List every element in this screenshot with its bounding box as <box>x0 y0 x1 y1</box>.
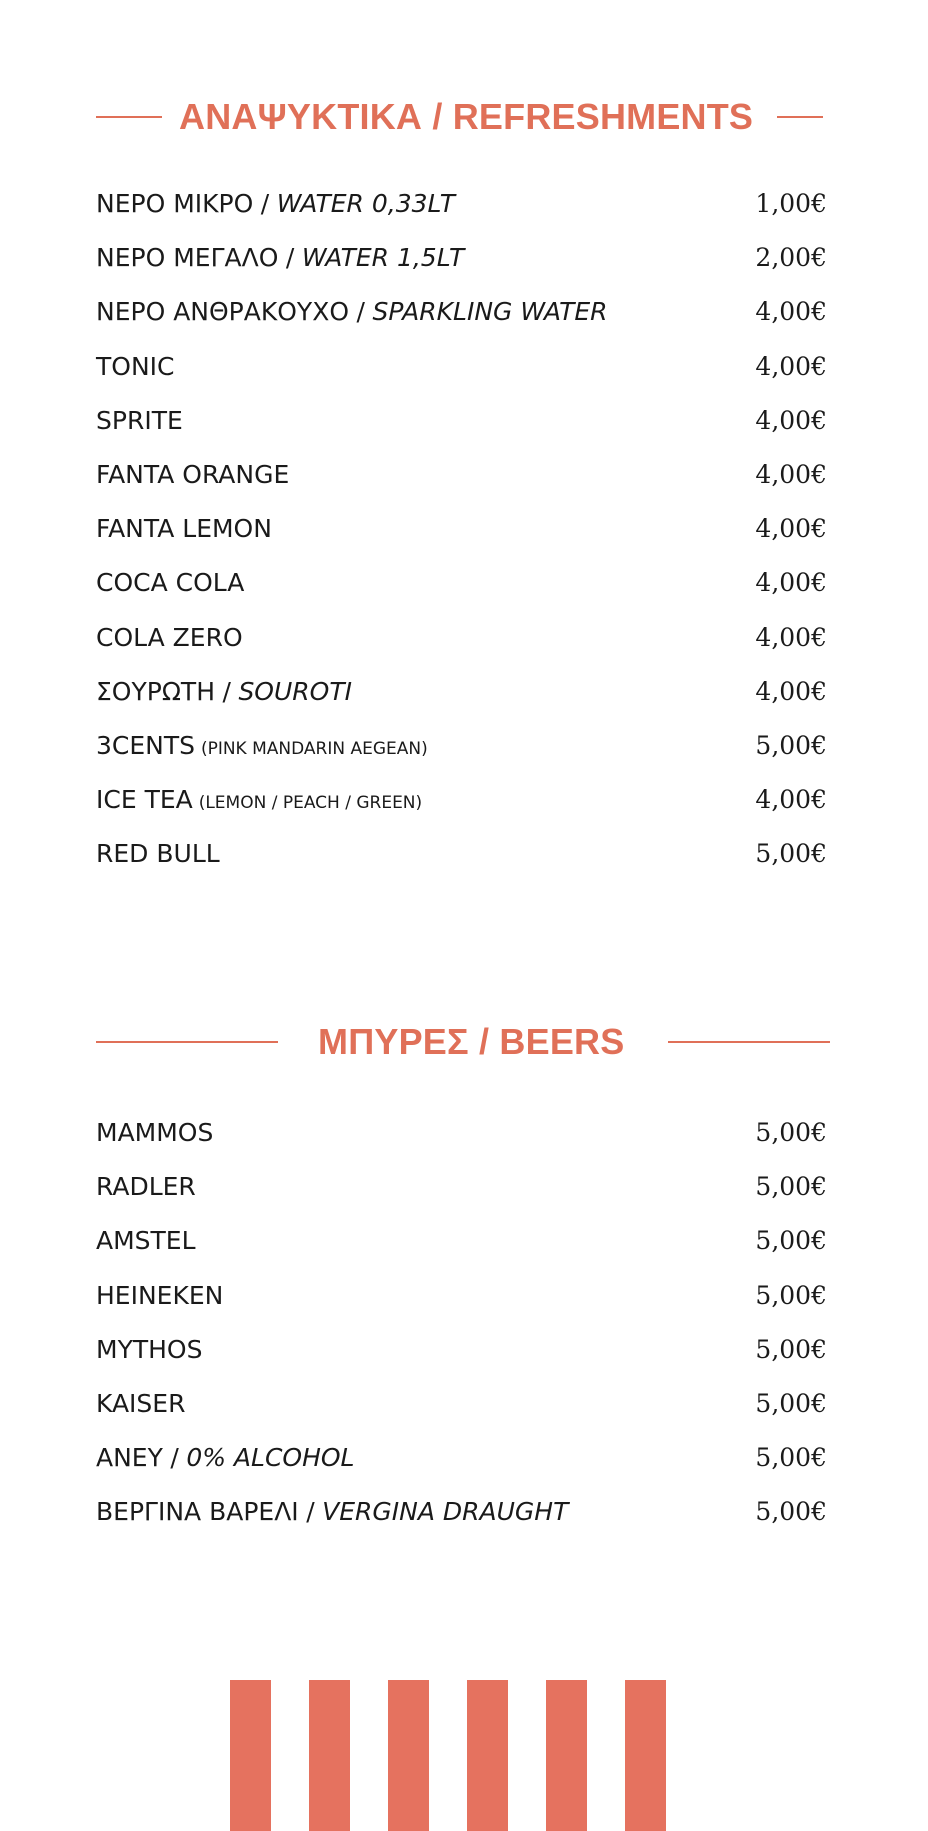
menu-item-name-group <box>96 189 455 218</box>
menu-item <box>96 1172 827 1226</box>
menu-item <box>96 1335 827 1389</box>
menu-item-name: COCA COLA <box>96 568 245 598</box>
beers-section <box>96 1022 827 1552</box>
menu-item-name-group <box>96 1443 355 1472</box>
menu-item-price: 5,00€ <box>755 1388 827 1418</box>
menu-item-name: ICE TEA <box>96 785 193 815</box>
name-separator: / <box>170 1443 179 1473</box>
menu-item-price: 1,00€ <box>755 189 827 218</box>
menu-item <box>96 189 827 243</box>
menu-item-price: 5,00€ <box>755 839 827 869</box>
menu-item <box>96 460 827 514</box>
menu-item-price: 2,00€ <box>755 243 827 273</box>
menu-item <box>96 1389 827 1443</box>
stripe <box>467 1680 508 1831</box>
name-separator: / <box>260 189 270 218</box>
menu-item-name: SPRITE <box>96 405 183 435</box>
menu-item-note: (LEMON / PEACH / GREEN) <box>198 793 423 814</box>
menu-item-price: 4,00€ <box>755 622 827 652</box>
menu-item-english-name: WATER 1,5LT <box>301 243 465 273</box>
menu-item-name-group <box>96 297 608 326</box>
refreshments-header <box>96 97 827 137</box>
menu-item-name: ΝΕΡΟ ΜΕΓΑΛΟ <box>96 243 279 273</box>
menu-item-name-group <box>96 731 428 760</box>
menu-item-name: ΝΕΡΟ ΜΙΚΡΟ <box>96 189 254 218</box>
menu-item-name: COLA ZERO <box>96 622 243 652</box>
menu-item-name-group <box>96 1172 196 1201</box>
menu-item-english-name: VERGINA DRAUGHT <box>322 1497 569 1527</box>
header-rule-left <box>96 116 162 118</box>
menu-item-price: 5,00€ <box>755 1280 827 1310</box>
menu-item-price: 5,00€ <box>755 1334 827 1364</box>
menu-item-price: 4,00€ <box>755 459 827 489</box>
menu-item <box>96 731 827 785</box>
menu-item-name-group <box>96 1497 568 1526</box>
menu-item-english-name: 0% ALCOHOL <box>186 1443 355 1473</box>
beers-title: ΜΠΥΡΕΣ / BEERS <box>318 1021 625 1062</box>
menu-item-name: FANTA ORANGE <box>96 459 290 489</box>
menu-item-price: 4,00€ <box>755 785 827 815</box>
menu-item-name: ΑΝΕΥ <box>96 1443 163 1473</box>
refreshments-section <box>96 97 827 893</box>
stripe <box>625 1680 666 1831</box>
menu-item-name-group <box>96 352 174 381</box>
menu-item-name-group <box>96 460 289 489</box>
menu-item-name: AMSTEL <box>96 1226 196 1256</box>
menu-item-price: 4,00€ <box>755 676 827 706</box>
menu-item <box>96 1443 827 1497</box>
menu-item <box>96 1226 827 1280</box>
menu-item-name: HEINEKEN <box>96 1280 224 1310</box>
menu-item-price: 5,00€ <box>755 1226 827 1256</box>
menu-item-english-name: SOUROTI <box>238 676 352 706</box>
menu-item-price: 5,00€ <box>755 730 827 760</box>
menu-item-english-name: SPARKLING WATER <box>372 297 608 327</box>
menu-item-name-group <box>96 785 422 814</box>
menu-item-name: RADLER <box>96 1172 196 1202</box>
menu-item-price: 4,00€ <box>755 514 827 544</box>
menu-item <box>96 839 827 893</box>
menu-item <box>96 568 827 622</box>
name-separator: / <box>306 1497 315 1527</box>
menu-item <box>96 352 827 406</box>
menu-item <box>96 1281 827 1335</box>
menu-item-name-group <box>96 677 352 706</box>
menu-item-note: (PINK MANDARIN AEGEAN) <box>200 738 428 759</box>
menu-item-name-group <box>96 243 464 272</box>
menu-item-name: FANTA LEMON <box>96 514 272 544</box>
menu-item-name: MYTHOS <box>96 1334 203 1364</box>
menu-item-name-group <box>96 1389 185 1418</box>
menu-item-name: TONIC <box>96 351 175 381</box>
menu-item-name-group <box>96 1335 202 1364</box>
beers-header <box>96 1022 827 1062</box>
stripe <box>546 1680 587 1831</box>
name-separator: / <box>356 297 365 327</box>
menu-item-price: 5,00€ <box>755 1443 827 1473</box>
stripe <box>230 1680 271 1831</box>
header-rule-right <box>668 1041 830 1043</box>
menu-item-name: ΒΕΡΓΙΝΑ ΒΑΡΕΛΙ <box>96 1497 299 1527</box>
menu-item-name: MAMMOS <box>96 1118 214 1147</box>
name-separator: / <box>222 676 231 706</box>
menu-item-price: 4,00€ <box>755 297 827 327</box>
menu-item-name-group <box>96 1226 196 1255</box>
menu-item <box>96 1497 827 1551</box>
menu-item-price: 4,00€ <box>755 568 827 598</box>
menu-item-name-group <box>96 568 244 597</box>
refreshments-title: ΑΝΑΨΥΚΤΙΚΑ / REFRESHMENTS <box>179 96 754 137</box>
stripe <box>309 1680 350 1831</box>
beers-list <box>96 1118 827 1552</box>
menu-item <box>96 785 827 839</box>
header-rule-right <box>777 116 823 118</box>
menu-item <box>96 623 827 677</box>
menu-item-name: RED BULL <box>96 839 220 869</box>
menu-item <box>96 1118 827 1172</box>
decorative-stripes <box>230 1680 667 1831</box>
menu-item-name-group <box>96 623 243 652</box>
menu-item-name: 3CENTS <box>96 730 195 760</box>
menu-item-price: 5,00€ <box>755 1118 827 1147</box>
menu-item <box>96 406 827 460</box>
menu-item <box>96 677 827 731</box>
menu-item-name-group <box>96 1118 213 1147</box>
header-rule-left <box>96 1041 278 1043</box>
menu-item-english-name: WATER 0,33LT <box>276 189 456 218</box>
menu-item-price: 4,00€ <box>755 405 827 435</box>
menu-item-name: ΝΕΡΟ ΑΝΘΡΑΚΟΥΧΟ <box>96 297 350 327</box>
menu-item-price: 4,00€ <box>755 351 827 381</box>
menu-item-price: 5,00€ <box>755 1172 827 1202</box>
menu-item-name: KAISER <box>96 1388 186 1418</box>
menu-item <box>96 243 827 297</box>
menu-item <box>96 514 827 568</box>
stripe <box>388 1680 429 1831</box>
menu-item-name-group <box>96 1281 223 1310</box>
menu-item-name-group <box>96 406 183 435</box>
menu-item <box>96 297 827 351</box>
name-separator: / <box>285 243 295 273</box>
menu-item-name-group <box>96 514 272 543</box>
menu-item-name-group <box>96 839 220 868</box>
menu-item-price: 5,00€ <box>755 1497 827 1527</box>
menu-item-name: ΣΟΥΡΩΤΗ <box>96 676 215 706</box>
refreshments-list <box>96 189 827 893</box>
